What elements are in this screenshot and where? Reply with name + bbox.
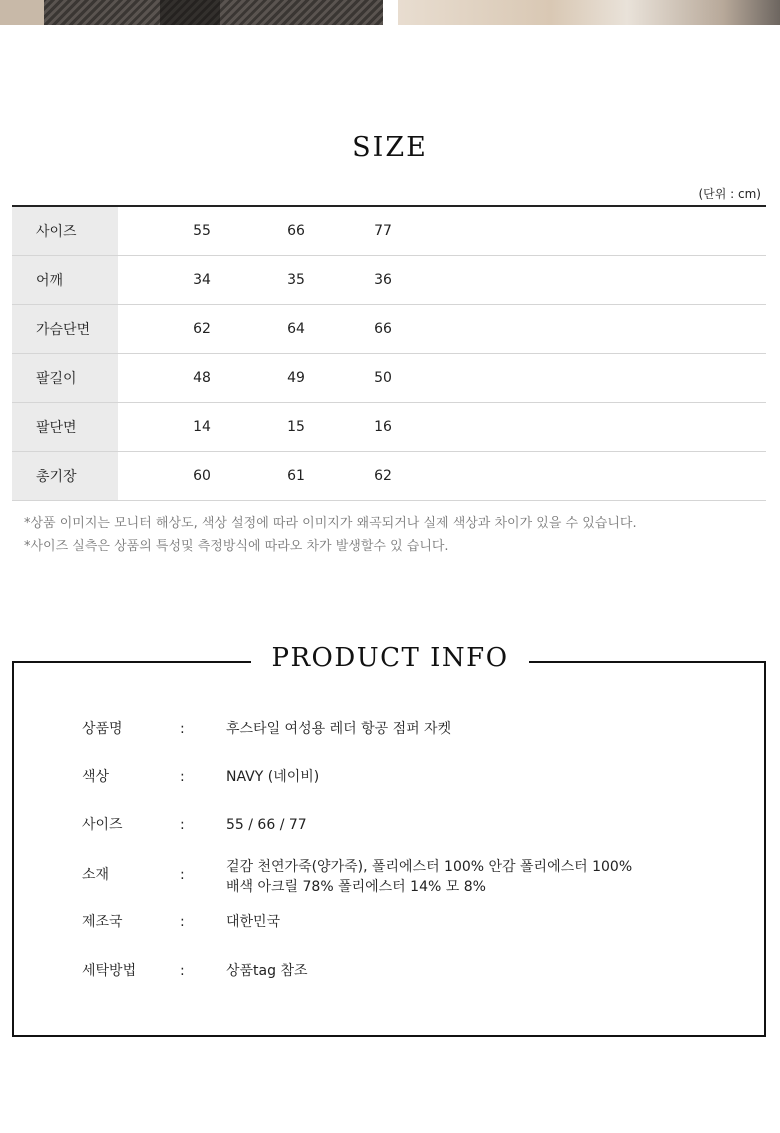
- size-cell: 62: [374, 468, 392, 484]
- size-row-label: 가슴단면: [12, 305, 118, 353]
- info-colon: :: [180, 867, 185, 883]
- size-cell: 60: [193, 468, 211, 484]
- info-colon: :: [180, 769, 185, 785]
- size-row: [12, 256, 766, 305]
- size-cell: 62: [193, 321, 211, 337]
- size-cell: 49: [287, 370, 305, 386]
- size-cell: 14: [193, 419, 211, 435]
- size-row: [12, 403, 766, 452]
- info-value: 55 / 66 / 77: [226, 817, 307, 833]
- product-info-box: [12, 661, 766, 1037]
- size-cell: 36: [374, 272, 392, 288]
- info-label: 색상: [82, 769, 110, 785]
- note-measurement: *사이즈 실측은 상품의 특성및 측정방식에 따라오 차가 발생할수 있 습니다.: [24, 539, 449, 554]
- product-photo-left: [0, 0, 383, 25]
- size-cell: 35: [287, 272, 305, 288]
- size-cell: 48: [193, 370, 211, 386]
- info-colon: :: [180, 721, 185, 737]
- size-cell: 50: [374, 370, 392, 386]
- info-label: 상품명: [82, 721, 123, 737]
- size-notes: [24, 512, 637, 558]
- size-cell: 15: [287, 419, 305, 435]
- size-cell: 16: [374, 419, 392, 435]
- note-color: *상품 이미지는 모니터 해상도, 색상 설정에 따라 이미지가 왜곡되거나 실제 색상과 차이가 있을 수 있습니다.: [24, 516, 637, 531]
- size-cell: 66: [287, 223, 305, 239]
- size-section-title: SIZE: [352, 132, 428, 163]
- info-colon: :: [180, 963, 185, 979]
- info-value-line2: 배색 아크릴 78% 폴리에스터 14% 모 8%: [226, 879, 486, 895]
- product-info-title: PRODUCT INFO: [251, 643, 528, 673]
- size-table: [12, 205, 766, 501]
- size-row-label: 팔단면: [12, 403, 118, 451]
- info-value: NAVY (네이비): [226, 769, 320, 785]
- info-label: 소재: [82, 867, 110, 883]
- info-colon: :: [180, 817, 185, 833]
- size-cell: 61: [287, 468, 305, 484]
- size-cell: 77: [374, 223, 392, 239]
- size-row-label: 팔길이: [12, 354, 118, 402]
- size-cell: 55: [193, 223, 211, 239]
- product-photo-right: [398, 0, 780, 25]
- size-row: [12, 354, 766, 403]
- size-cell: 64: [287, 321, 305, 337]
- size-row: [12, 207, 766, 256]
- size-cell: 66: [374, 321, 392, 337]
- size-row-label: 사이즈: [12, 207, 118, 255]
- info-value: 겉감 천연가죽(양가죽), 폴리에스터 100% 안감 폴리에스터 100%: [226, 859, 633, 875]
- info-label: 사이즈: [82, 817, 123, 833]
- info-value: 대한민국: [226, 914, 281, 930]
- info-label: 세탁방법: [82, 963, 137, 979]
- size-cell: 34: [193, 272, 211, 288]
- info-value: 상품tag 참조: [226, 963, 308, 979]
- info-value: 후스타일 여성용 레더 항공 점퍼 자켓: [226, 721, 452, 737]
- size-row: [12, 305, 766, 354]
- unit-label: (단위 : cm): [698, 187, 761, 201]
- info-label: 제조국: [82, 914, 123, 930]
- size-row-label: 총기장: [12, 452, 118, 500]
- size-row: [12, 452, 766, 501]
- size-row-label: 어깨: [12, 256, 118, 304]
- info-colon: :: [180, 914, 185, 930]
